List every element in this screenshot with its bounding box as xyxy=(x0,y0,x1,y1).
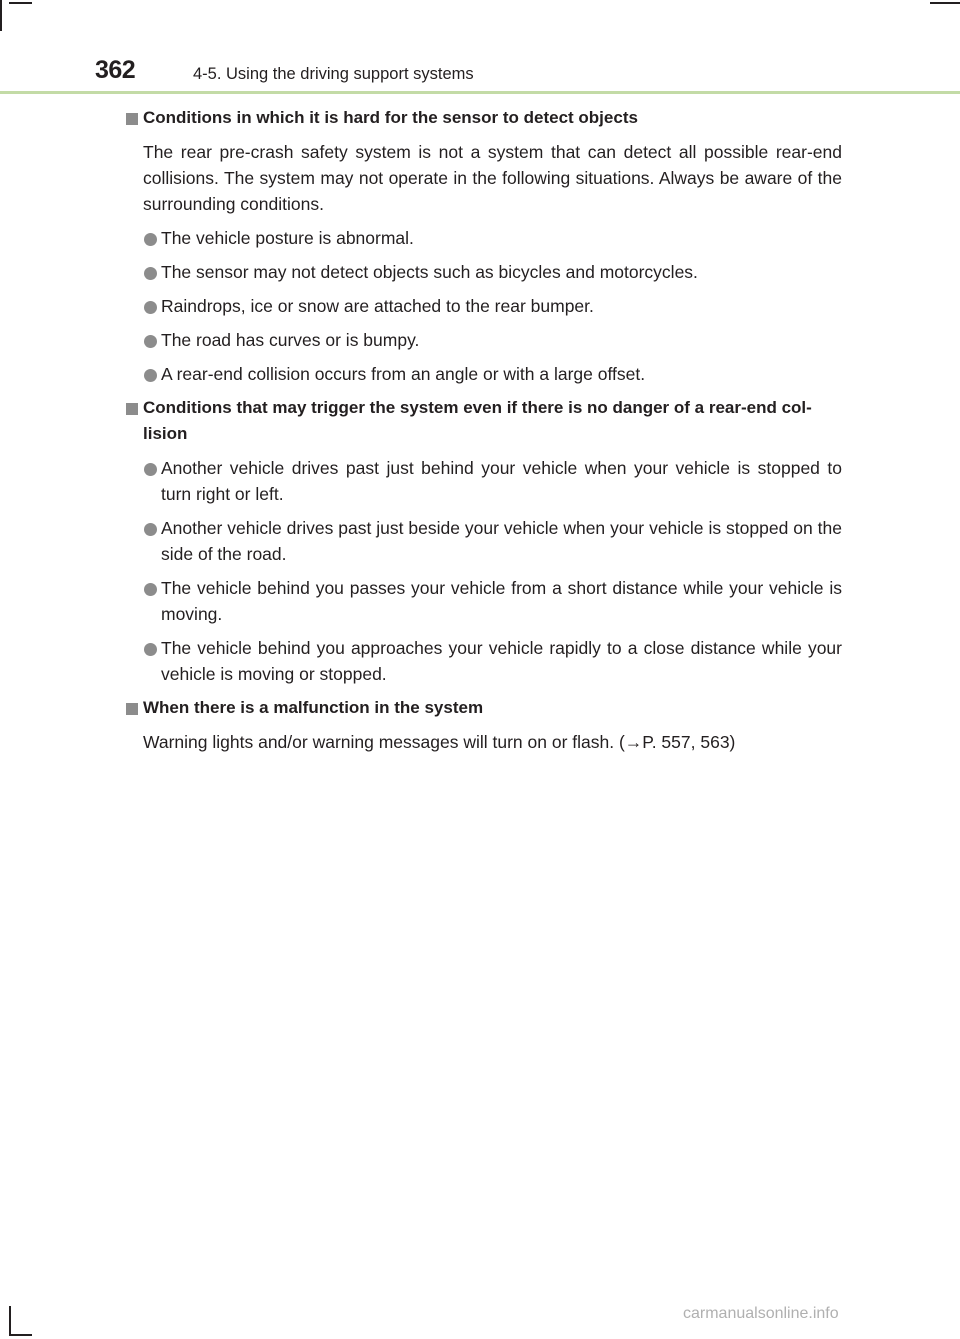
list-item-text: The vehicle behind you passes your vehicle from a short distance while your vehicle is moving. xyxy=(161,578,842,624)
page-content xyxy=(124,105,842,763)
round-bullet-icon xyxy=(144,643,157,656)
list-item-text: Raindrops, ice or snow are attached to the rear bumper. xyxy=(161,296,594,316)
list-item xyxy=(124,455,842,507)
square-bullet-icon xyxy=(126,113,138,125)
crop-mark-bottom-left-h xyxy=(9,1334,32,1336)
list-item xyxy=(124,575,842,627)
list-item xyxy=(124,515,842,567)
round-bullet-icon xyxy=(144,301,157,314)
watermark-link[interactable]: carmanualsonline.info xyxy=(683,1305,839,1322)
list-item-text: Another vehicle drives past just behind your vehicle when your vehicle is stopped to turn right or left. xyxy=(161,458,842,504)
list-item xyxy=(124,635,842,687)
section-heading-text: Conditions that may trigger the system even if there is no danger of a rear-end col-lision xyxy=(143,398,812,443)
crop-mark-bottom-left-v xyxy=(9,1306,11,1336)
section-heading xyxy=(124,395,842,447)
round-bullet-icon xyxy=(144,463,157,476)
round-bullet-icon xyxy=(144,233,157,246)
section-heading-text: When there is a malfunction in the system xyxy=(143,698,484,717)
list-item-text: The road has curves or is bumpy. xyxy=(161,330,420,350)
header-rule xyxy=(0,91,960,94)
section-heading xyxy=(124,105,842,131)
list-item-text: A rear-end collision occurs from an angle or with a large offset. xyxy=(161,364,646,384)
page-header xyxy=(0,0,960,100)
list-item-text: Another vehicle drives past just beside your vehicle when your vehicle is stopped on the side of the road. xyxy=(161,518,842,564)
section-intro: Warning lights and/or warning messages will turn on or flash. (→P. 557, 563) xyxy=(143,732,736,752)
round-bullet-icon xyxy=(144,523,157,536)
list-item-text: The sensor may not detect objects such as bicycles and motorcycles. xyxy=(161,262,698,282)
list-item xyxy=(124,293,842,319)
list-item xyxy=(124,225,842,251)
list-item xyxy=(124,361,842,387)
list-item xyxy=(124,327,842,353)
round-bullet-icon xyxy=(144,583,157,596)
list-item-text: The vehicle behind you approaches your vehicle rapidly to a close distance while your vehicle is moving or stopped. xyxy=(161,638,842,684)
list-item xyxy=(124,259,842,285)
section-heading xyxy=(124,695,842,721)
round-bullet-icon xyxy=(144,335,157,348)
square-bullet-icon xyxy=(126,403,138,415)
page-number: 362 xyxy=(95,56,136,84)
section-heading-text: Conditions in which it is hard for the sensor to detect objects xyxy=(143,108,638,127)
round-bullet-icon xyxy=(144,369,157,382)
list-item-text: The vehicle posture is abnormal. xyxy=(161,228,414,248)
section-intro: The rear pre-crash safety system is not a system that can detect all possible rear-end collisions. The system may not operate in the following situations. Always be aware of the surrounding conditions. xyxy=(143,142,842,214)
section-title: 4-5. Using the driving support systems xyxy=(193,65,474,83)
round-bullet-icon xyxy=(144,267,157,280)
square-bullet-icon xyxy=(126,703,138,715)
